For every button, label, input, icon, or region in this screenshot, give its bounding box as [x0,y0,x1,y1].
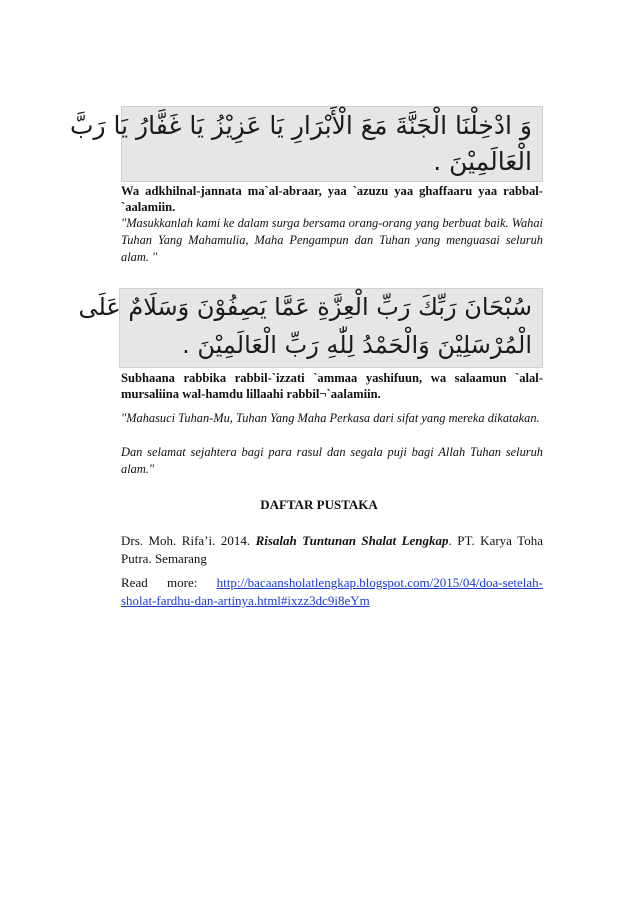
transliteration-2: Subhaana rabbika rabbil-`izzati `ammaa yashifuun, wa salaamun `alal-mursaliina wal-hamdu lillaahi rabbil¬`aalamiin. [121,371,543,401]
bibliography-entry [121,532,543,568]
arabic-text-image-2 [78,288,543,368]
arabic-line-1: وَ ادْخِلْنَا الْجَنَّةَ مَعَ الْأَبْرَارِ يَا عَزِيْزُ يَا غَفَّارُ يَا رَبَّ [69,111,532,140]
book-title: Risalah Tuntunan Shalat Lengkap [255,533,449,548]
read-more [121,574,543,610]
arabic-text-image-1 [69,106,543,182]
translation-2b: Dan selamat sejahtera bagi para rasul dan segala puji bagi Allah Tuhan seluruh alam." [121,445,543,476]
arabic-line-2: الْعَالَمِيْنَ . [433,147,532,176]
translation-2a: "Mahasuci Tuhan-Mu, Tuhan Yang Maha Perkasa dari sifat yang mereka dikatakan. [121,411,540,425]
arabic-line-2: الْمُرْسَلِيْنَ وَالْحَمْدُ لِلّٰهِ رَبِّ الْعَالَمِيْنَ . [182,331,532,359]
source-link[interactable]: http://bacaansholatlengkap.blogspot.com/2015/04/doa-setelah-sholat-fardhu-dan-artinya.html#ixzz3dc9i8eYm [121,575,543,608]
arabic-line-1: سُبْحَانَ رَبِّكَ رَبِّ الْعِزَّةِ عَمَّا يَصِفُوْنَ وَسَلَامٌ عَلَى [78,293,532,321]
translation-1: "Masukkanlah kami ke dalam surga bersama orang-orang yang berbuat baik. Wahai Tuhan Yang Mahamulia, Maha Pengampun dan Tuhan yang menguasai seluruh alam. " [121,216,543,264]
bibliography-heading: DAFTAR PUSTAKA [260,497,378,512]
publisher: . PT. Karya Toha Putra. Semarang [121,533,543,566]
author-year: Drs. Moh. Rifa’i. 2014. [121,533,256,548]
read-more-label: Read more: [121,575,217,590]
transliteration-1: Wa adkhilnal-jannata ma`al-abraar, yaa `azuzu yaa ghaffaaru yaa rabbal-`aalamiin. [121,184,543,214]
